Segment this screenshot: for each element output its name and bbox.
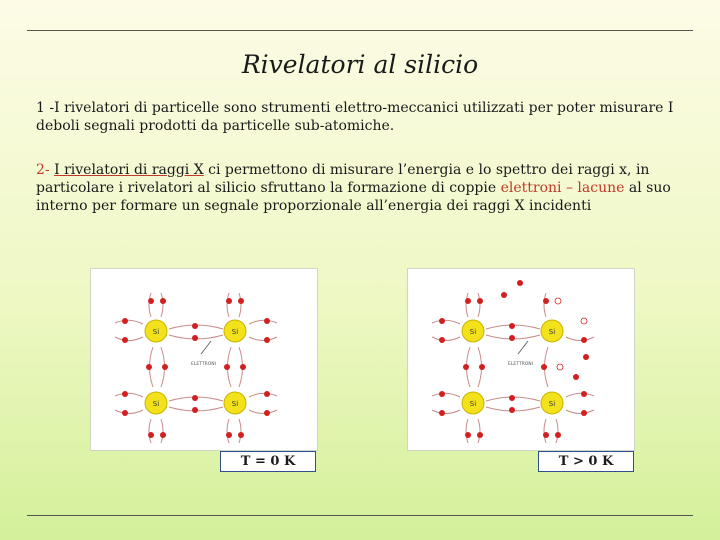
xray-detectors-link[interactable]: I rivelatori di raggi X bbox=[54, 162, 204, 178]
paragraph-2 bbox=[36, 161, 686, 215]
paragraph-2-text-a: ci permettono di misurare l’energia e lo spettro dei raggi x, in particolare i rivelatori al silicio sfruttano la formazione di coppie bbox=[36, 162, 650, 196]
paragraph-1-number: 1 bbox=[36, 100, 45, 116]
paragraph-1 bbox=[36, 99, 686, 135]
atom-label-4: Si bbox=[231, 400, 239, 408]
lattice-svg-t0 bbox=[91, 269, 319, 452]
atom-label-5: Si bbox=[469, 328, 477, 336]
atom-label-3: Si bbox=[152, 400, 160, 408]
electrons-label: ELETTRONI bbox=[191, 362, 216, 367]
electron-hole-highlight: elettroni – lacune bbox=[500, 180, 625, 196]
atom-label-1: Si bbox=[152, 328, 160, 336]
electrons-label-right: ELETTRONI bbox=[508, 362, 533, 367]
top-rule bbox=[27, 30, 693, 31]
atom-label-8: Si bbox=[548, 400, 556, 408]
paragraph-2-number: 2- bbox=[36, 162, 50, 178]
lattice-svg-tpos bbox=[408, 269, 636, 452]
bottom-rule bbox=[27, 515, 693, 516]
atom-label-2: Si bbox=[231, 328, 239, 336]
caption-t-zero: T = 0 K bbox=[220, 451, 316, 472]
paragraph-1-text: -I rivelatori di particelle sono strumenti elettro-meccanici utilizzati per poter misurare I deboli segnali prodotti da particelle sub-atomiche. bbox=[36, 100, 674, 134]
caption-t-positive: T > 0 K bbox=[538, 451, 634, 472]
slide-title: Rivelatori al silicio bbox=[241, 50, 479, 79]
atom-label-7: Si bbox=[469, 400, 477, 408]
atom-label-6: Si bbox=[548, 328, 556, 336]
lattice-diagram-tpos bbox=[407, 268, 635, 451]
lattice-diagram-t0 bbox=[90, 268, 318, 451]
paragraph-2-text-b: al suo interno per formare un segnale proporzionale all’energia dei raggi X incidenti bbox=[36, 180, 671, 214]
